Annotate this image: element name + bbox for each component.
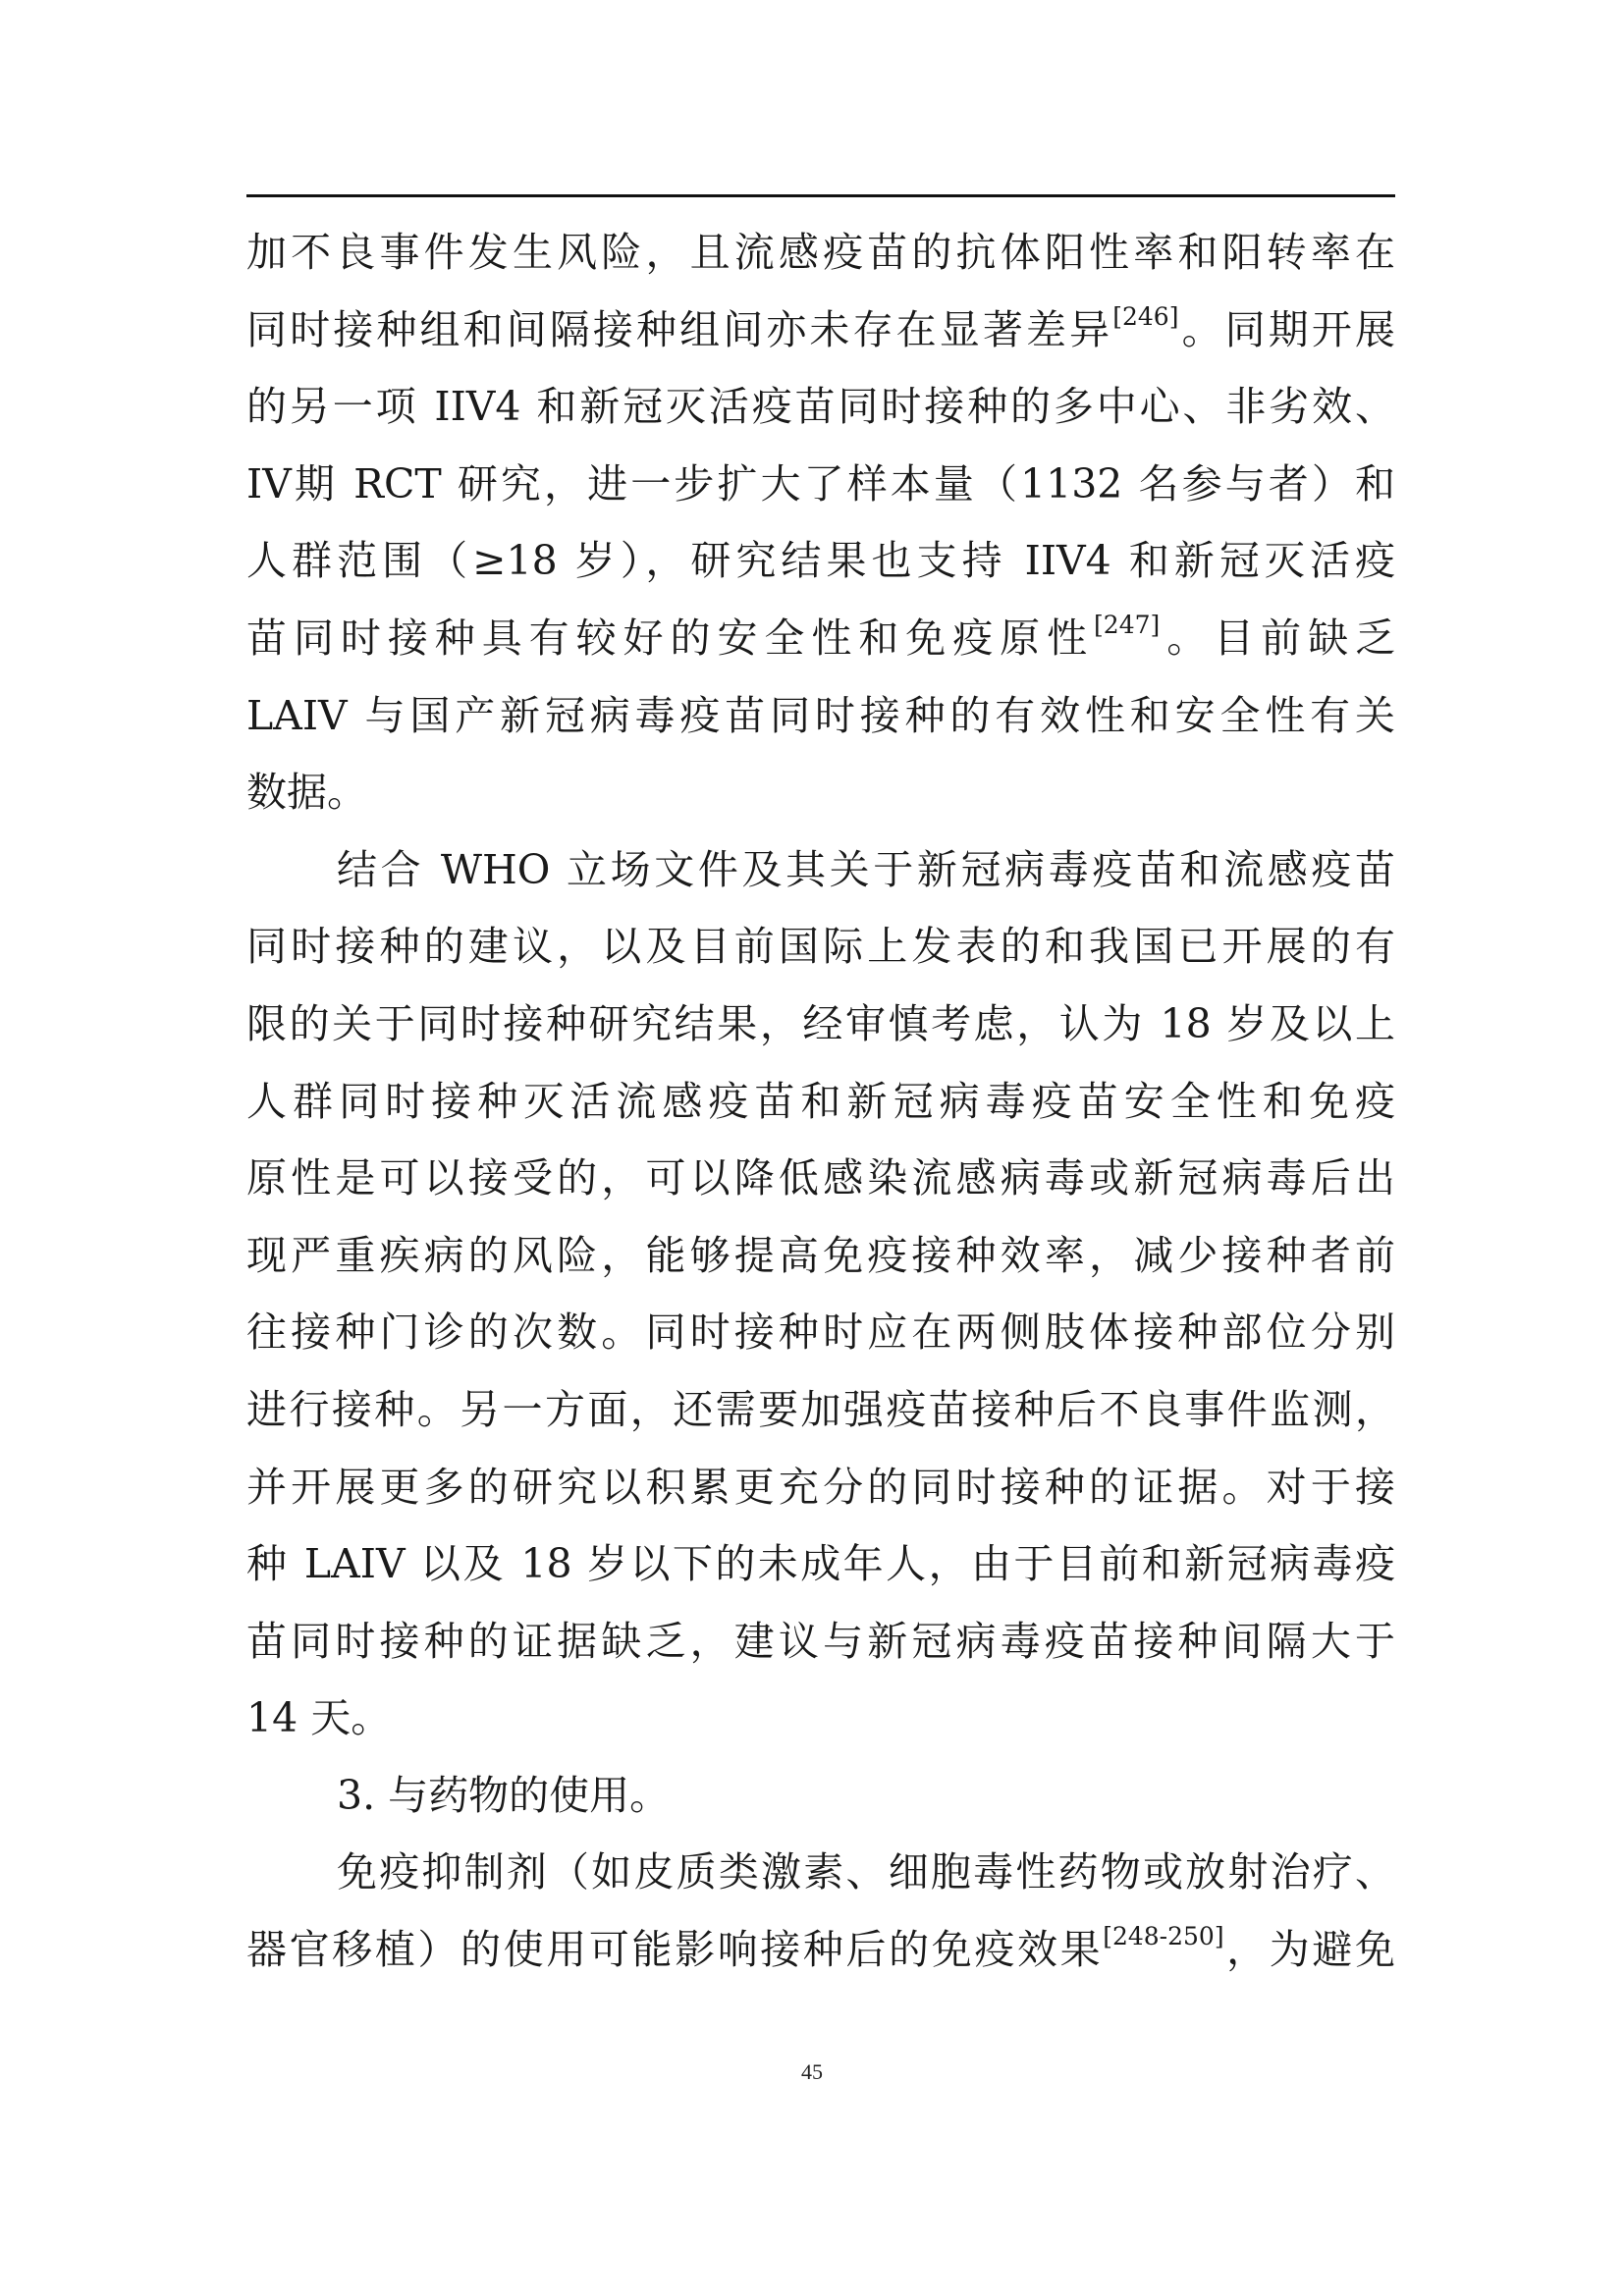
text-line [246, 1063, 1395, 1141]
header-rule [246, 194, 1395, 197]
text-segment: 。同期开展 [1178, 305, 1396, 353]
text-segment: 同时接种组和间隔接种组间亦未存在显著差异 [246, 305, 1113, 353]
text-line [246, 1603, 1395, 1681]
text-line [246, 831, 1395, 909]
text-segment: 现严重疾病的风险，能够提高免疫接种效率，减少接种者前 [246, 1231, 1395, 1279]
citation-reference: [247] [1094, 611, 1161, 640]
body-text [246, 214, 1395, 1989]
text-line [246, 1217, 1395, 1295]
text-line [246, 1911, 1395, 1989]
text-segment: 同时接种的建议，以及目前国际上发表的和我国已开展的有 [246, 923, 1395, 971]
text-segment: 人群同时接种灭活流感疫苗和新冠病毒疫苗安全性和免疫 [246, 1077, 1395, 1125]
text-line [246, 1834, 1395, 1911]
text-segment: 14 天。 [246, 1694, 392, 1742]
text-line [246, 908, 1395, 986]
text-segment: 苗同时接种的证据缺乏，建议与新冠病毒疫苗接种间隔大于 [246, 1617, 1395, 1665]
text-line [246, 1757, 1395, 1835]
text-line [246, 1449, 1395, 1526]
text-line [246, 986, 1395, 1063]
page-number: 45 [801, 2059, 823, 2084]
text-segment: LAIV 与国产新冠病毒疫苗同时接种的有效性和安全性有关 [246, 691, 1395, 739]
text-segment: 免疫抑制剂（如皮质类激素、细胞毒性药物或放射治疗、 [337, 1848, 1395, 1896]
text-segment: 并开展更多的研究以积累更充分的同时接种的证据。对于接 [246, 1463, 1395, 1511]
text-segment: 苗同时接种具有较好的安全性和免疫原性 [246, 614, 1095, 662]
text-segment: ，为避免 [1223, 1926, 1396, 1974]
text-line [246, 1680, 1395, 1757]
text-line [246, 522, 1395, 600]
text-line [246, 1371, 1395, 1449]
text-line [246, 1140, 1395, 1217]
text-segment: 数据。 [246, 769, 367, 817]
text-segment: 的另一项 IIV4 和新冠灭活疫苗同时接种的多中心、非劣效、 [246, 383, 1395, 431]
text-segment: IV期 RCT 研究，进一步扩大了样本量（1132 名参与者）和 [246, 459, 1395, 507]
text-segment: 结合 WHO 立场文件及其关于新冠病毒疫苗和流感疫苗 [337, 845, 1395, 893]
text-line [246, 446, 1395, 523]
text-line [246, 1525, 1395, 1603]
text-segment: 3. 与药物的使用。 [337, 1771, 671, 1819]
citation-reference: [246] [1112, 301, 1179, 331]
text-segment: 人群范围（≥18 岁），研究结果也支持 IIV4 和新冠灭活疫 [246, 537, 1395, 585]
text-segment: 往接种门诊的次数。同时接种时应在两侧肢体接种部位分别 [246, 1308, 1395, 1357]
text-segment: 原性是可以接受的，可以降低感染流感病毒或新冠病毒后出 [246, 1154, 1395, 1202]
text-segment: 进行接种。另一方面，还需要加强疫苗接种后不良事件监测， [246, 1385, 1395, 1433]
text-line [246, 677, 1395, 755]
citation-reference: [248-250] [1103, 1922, 1224, 1951]
text-line [246, 754, 1395, 831]
text-segment: 限的关于同时接种研究结果，经审慎考虑，认为 18 岁及以上 [246, 999, 1395, 1047]
text-line [246, 214, 1395, 292]
text-segment: 种 LAIV 以及 18 岁以下的未成年人，由于目前和新冠病毒疫 [246, 1540, 1395, 1588]
text-line [246, 292, 1395, 369]
text-segment: 。目前缺乏 [1160, 614, 1396, 662]
text-line [246, 1294, 1395, 1371]
text-line [246, 368, 1395, 446]
text-segment: 器官移植）的使用可能影响接种后的免疫效果 [246, 1926, 1104, 1974]
text-segment: 加不良事件发生风险，且流感疫苗的抗体阳性率和阳转率在 [246, 229, 1395, 276]
text-line [246, 600, 1395, 677]
